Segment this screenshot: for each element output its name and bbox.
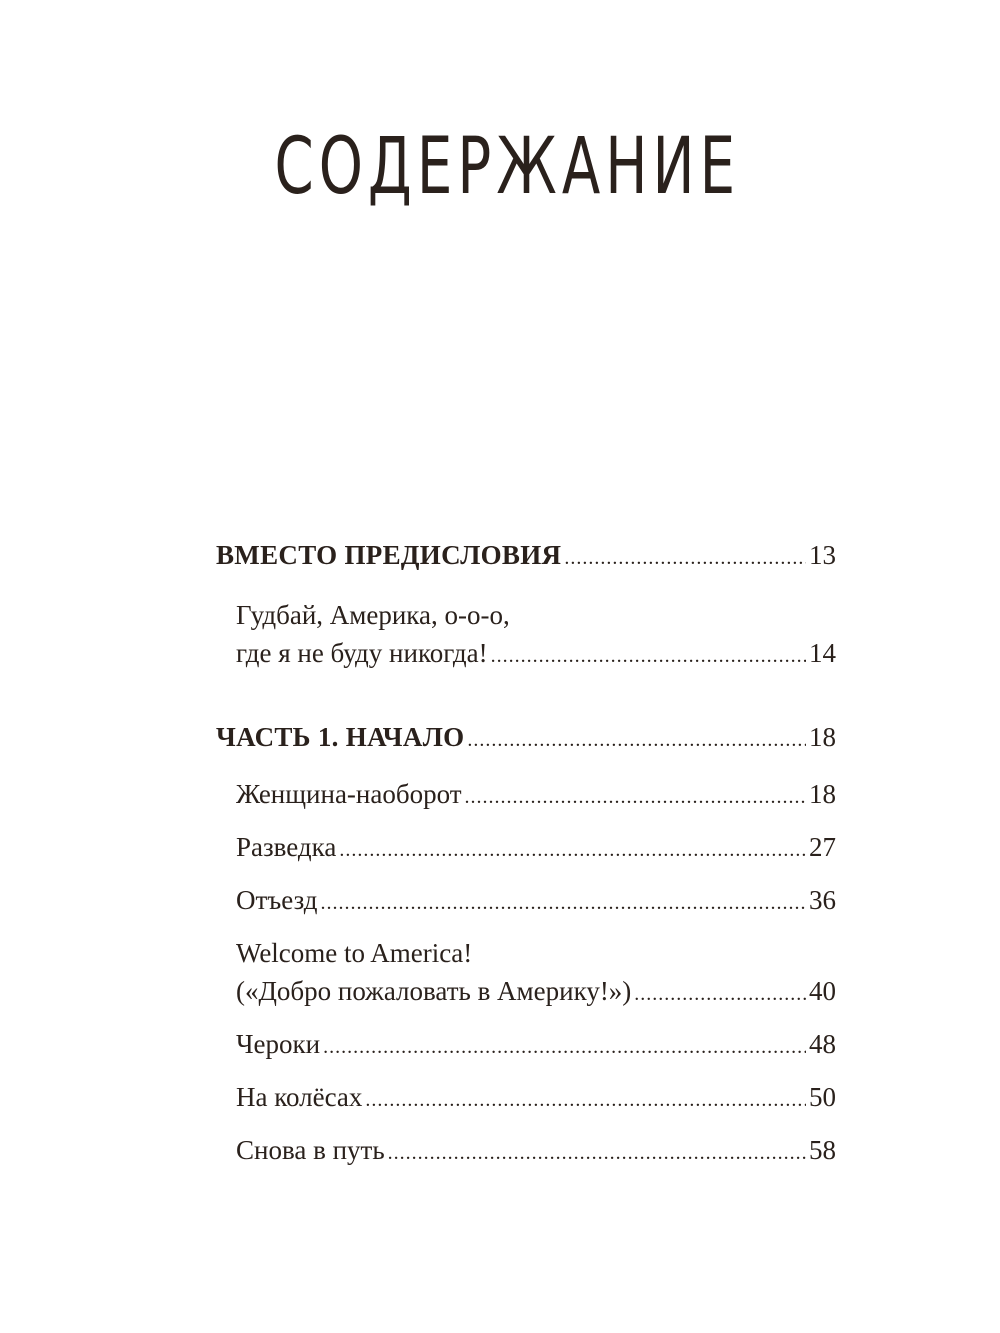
toc-page-number: 27 xyxy=(809,832,836,862)
toc-entry-part-1[interactable] xyxy=(216,724,836,751)
toc-entry-welcome-line1[interactable] xyxy=(236,940,836,967)
toc-entry-label: Отъезд xyxy=(236,885,318,915)
dot-leader xyxy=(465,787,806,807)
toc-entry-label: Welcome to America! xyxy=(236,938,473,968)
toc-entry-woman-reverse[interactable] xyxy=(236,781,836,808)
toc-page-number: 14 xyxy=(809,638,836,668)
toc-entry-departure[interactable] xyxy=(236,887,836,914)
toc-entry-welcome[interactable] xyxy=(236,978,836,1005)
page-title: СОДЕРЖАНИЕ xyxy=(274,122,741,212)
dot-leader xyxy=(323,1037,806,1057)
dot-leader xyxy=(388,1143,806,1163)
dot-leader xyxy=(634,984,806,1004)
dot-leader xyxy=(491,646,806,666)
toc-entry-goodbye-america-line1[interactable] xyxy=(236,602,836,629)
dot-leader xyxy=(365,1090,806,1110)
toc-page-number: 58 xyxy=(809,1135,836,1165)
toc-entry-cherokee[interactable] xyxy=(236,1031,836,1058)
toc-entry-label: Гудбай, Америка, о-о-о, xyxy=(236,600,510,630)
dot-leader xyxy=(467,730,806,750)
toc-entry-reconnaissance[interactable] xyxy=(236,834,836,861)
dot-leader xyxy=(339,840,806,860)
toc-page-number: 50 xyxy=(809,1082,836,1112)
toc-entry-foreword[interactable] xyxy=(216,542,836,569)
toc-page-number: 18 xyxy=(809,722,836,752)
toc-entry-label: Женщина-наоборот xyxy=(236,779,462,809)
dot-leader xyxy=(564,548,806,568)
toc-page-number: 36 xyxy=(809,885,836,915)
toc-entry-on-wheels[interactable] xyxy=(236,1084,836,1111)
toc-page-number: 13 xyxy=(809,540,836,570)
toc-entry-label: На колёсах xyxy=(236,1082,363,1112)
toc-entry-goodbye-america[interactable] xyxy=(236,640,836,667)
toc-entry-label: ЧАСТЬ 1. НАЧАЛО xyxy=(216,722,465,752)
toc-entry-label: Снова в путь xyxy=(236,1135,385,1165)
toc-page-number: 18 xyxy=(809,779,836,809)
dot-leader xyxy=(321,893,807,913)
toc-page-number: 48 xyxy=(809,1029,836,1059)
toc-entry-label: Разведка xyxy=(236,832,337,862)
toc-entry-label: («Добро пожаловать в Америку!») xyxy=(236,976,632,1006)
toc-entry-label: ВМЕСТО ПРЕДИСЛОВИЯ xyxy=(216,540,562,570)
toc-entry-label: где я не буду никогда! xyxy=(236,638,488,668)
toc-entry-on-the-road-again[interactable] xyxy=(236,1137,836,1164)
toc-entry-label: Чероки xyxy=(236,1029,321,1059)
toc-page-number: 40 xyxy=(809,976,836,1006)
